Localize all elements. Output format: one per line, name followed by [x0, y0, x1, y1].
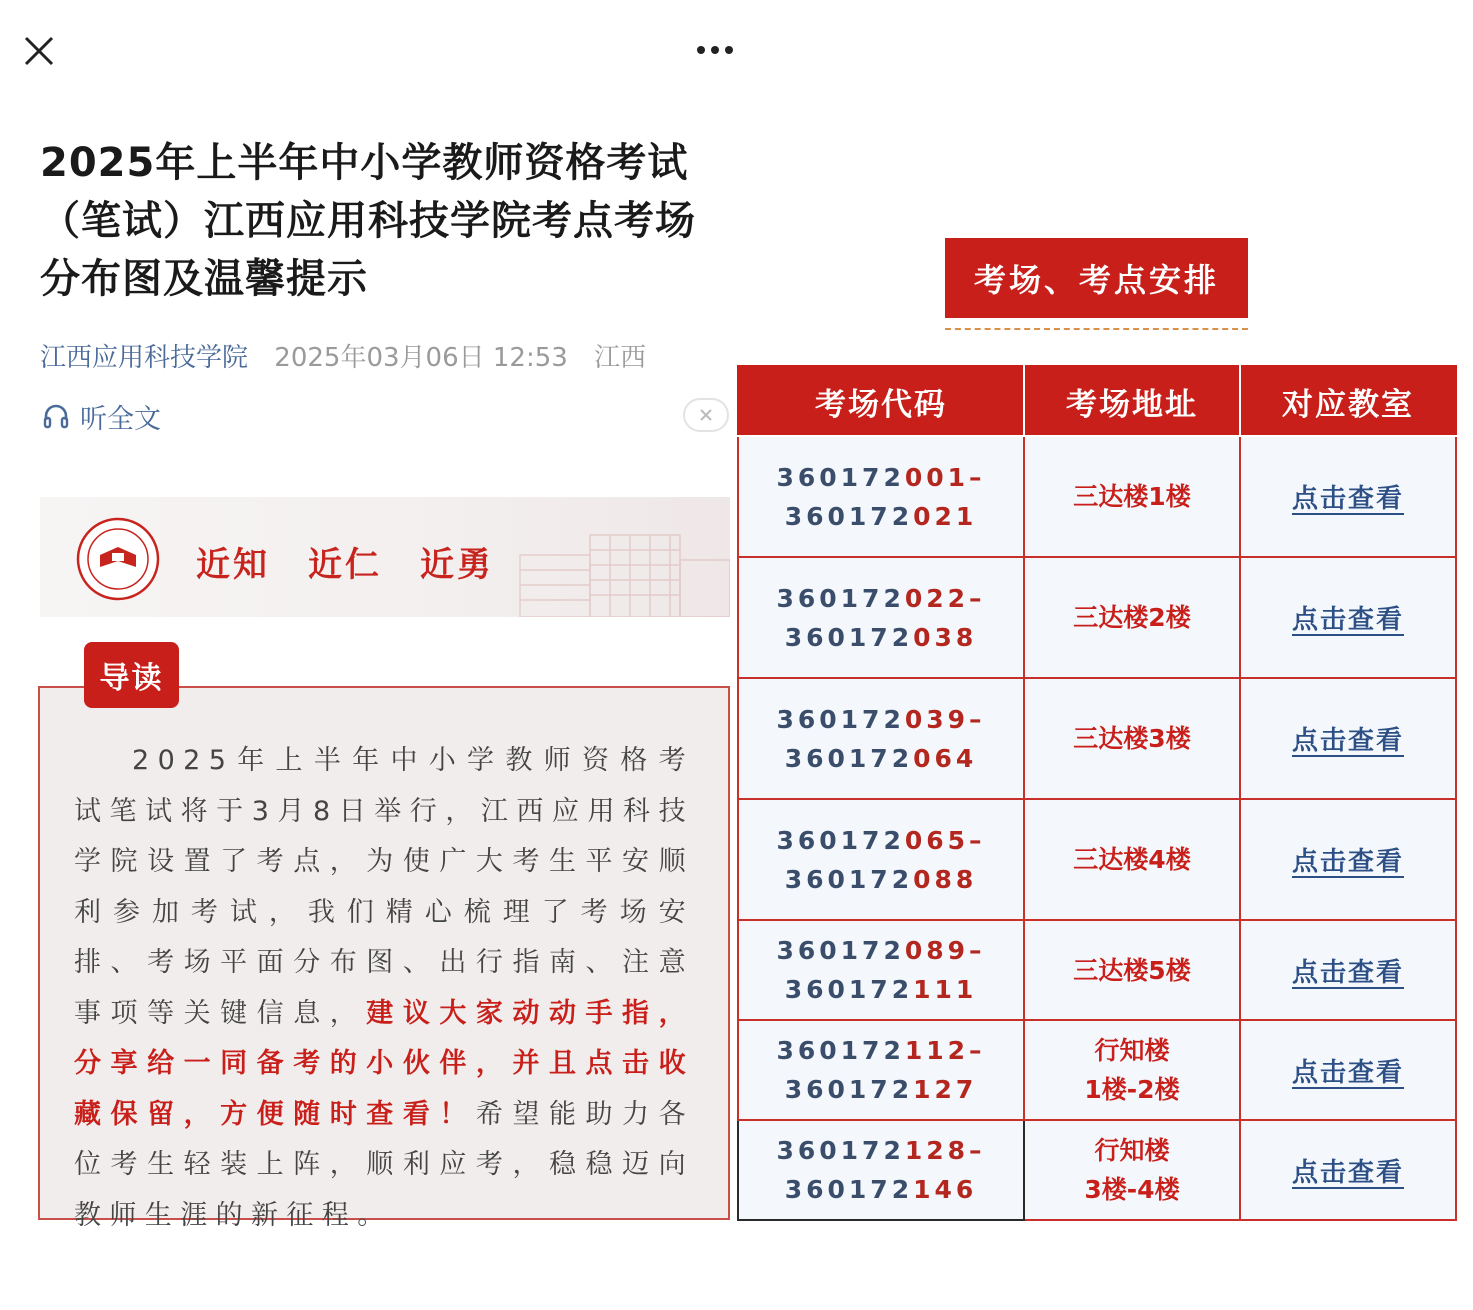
close-small-icon	[698, 407, 714, 423]
classroom-cell	[1240, 1020, 1456, 1120]
code-range	[738, 678, 1024, 799]
table-row	[738, 1020, 1456, 1120]
room-address	[1024, 799, 1240, 920]
code-from: 360172001–	[776, 462, 986, 492]
guide-text-outro: 希望能助力各位考生轻装上阵，顺利应考，稳稳迈向教师生涯的新征程。	[74, 1098, 694, 1231]
code-from: 360172089–	[776, 936, 986, 965]
room-address	[1024, 436, 1240, 557]
motto-item: 近勇	[420, 545, 494, 585]
guide-paragraph	[74, 736, 694, 1241]
table-row	[738, 799, 1456, 920]
listen-full-text-button[interactable]	[42, 396, 161, 436]
view-classroom-link[interactable]: 点击查看	[1291, 1157, 1404, 1188]
view-classroom-link[interactable]: 点击查看	[1291, 847, 1404, 877]
motto-item: 近知	[196, 545, 270, 585]
code-to: 360172021	[784, 501, 978, 531]
code-from: 360172065–	[776, 825, 986, 855]
table-row	[738, 436, 1456, 557]
guide-tag: 导读	[84, 642, 179, 708]
address-line: 三达楼4楼	[1073, 845, 1191, 874]
view-classroom-link[interactable]: 点击查看	[1291, 726, 1404, 756]
header-address: 考场地址	[1024, 366, 1240, 436]
address-line: 行知楼	[1094, 1136, 1170, 1165]
school-logo-emblem	[76, 517, 160, 601]
code-to: 360172146	[784, 1175, 978, 1204]
room-address	[1024, 1120, 1240, 1220]
code-from: 360172128–	[776, 1136, 986, 1165]
code-from: 360172112–	[776, 1036, 986, 1065]
table-row	[738, 1120, 1456, 1220]
code-to: 360172064	[784, 743, 978, 773]
code-range	[738, 557, 1024, 678]
dismiss-listen-button[interactable]	[683, 398, 729, 432]
motto-item: 近仁	[308, 545, 382, 585]
classroom-cell	[1240, 799, 1456, 920]
view-classroom-link[interactable]: 点击查看	[1291, 957, 1404, 988]
address-line: 3楼-4楼	[1084, 1175, 1180, 1204]
classroom-cell	[1240, 1120, 1456, 1220]
classroom-cell	[1240, 436, 1456, 557]
article-meta	[40, 338, 646, 378]
school-motto	[196, 537, 532, 586]
close-button[interactable]	[22, 34, 56, 68]
view-classroom-link[interactable]: 点击查看	[1291, 1057, 1404, 1088]
view-classroom-link[interactable]: 点击查看	[1291, 605, 1404, 635]
headphones-icon	[42, 402, 70, 430]
exam-room-table	[737, 365, 1457, 1221]
source-account-link[interactable]: 江西应用科技学院	[40, 343, 249, 373]
address-line: 行知楼	[1094, 1036, 1170, 1065]
room-address	[1024, 557, 1240, 678]
code-range	[738, 1120, 1024, 1220]
room-address	[1024, 678, 1240, 799]
table-row	[738, 678, 1456, 799]
article-title: 2025年上半年中小学教师资格考试（笔试）江西应用科技学院考点考场分布图及温馨提示	[40, 140, 696, 302]
code-to: 360172127	[784, 1075, 978, 1104]
room-address	[1024, 920, 1240, 1020]
more-dots-icon	[692, 30, 738, 66]
table-header-row	[738, 366, 1456, 436]
classroom-cell	[1240, 557, 1456, 678]
table-row	[738, 920, 1456, 1020]
publish-date: 2025年03月06日 12:53	[274, 343, 568, 373]
address-line: 三达楼2楼	[1073, 603, 1191, 632]
listen-label: 听全文	[80, 403, 161, 435]
close-icon	[22, 34, 56, 68]
section-divider	[945, 328, 1248, 330]
campus-buildings-illustration	[510, 515, 730, 617]
guide-text-highlight: 建议大家动动手指，分享给一同备考的小伙伴，并且点击收藏保留，方便随时查看！	[74, 997, 694, 1130]
table-row	[738, 557, 1456, 678]
code-range	[738, 920, 1024, 1020]
header-classroom: 对应教室	[1240, 366, 1456, 436]
address-line: 三达楼3楼	[1073, 724, 1191, 753]
publish-location: 江西	[594, 343, 647, 373]
room-address	[1024, 1020, 1240, 1120]
address-line: 1楼-2楼	[1084, 1075, 1180, 1104]
school-banner	[40, 497, 730, 617]
code-range	[738, 799, 1024, 920]
code-to: 360172088	[784, 864, 978, 894]
classroom-cell	[1240, 678, 1456, 799]
address-line: 三达楼5楼	[1073, 955, 1191, 985]
header-code: 考场代码	[738, 366, 1024, 436]
code-to: 360172038	[784, 622, 978, 652]
view-classroom-link[interactable]: 点击查看	[1291, 484, 1404, 514]
code-from: 360172039–	[776, 704, 986, 734]
code-range	[738, 1020, 1024, 1120]
code-from: 360172022–	[776, 583, 986, 613]
section-title: 考场、考点安排	[945, 238, 1248, 318]
classroom-cell	[1240, 920, 1456, 1020]
address-line: 三达楼1楼	[1073, 482, 1191, 511]
guide-text-intro: 2025年上半年中小学教师资格考试笔试将于3月8日举行，江西应用科技学院设置了考点，为使广大考生平安顺利参加考试，我们精心梳理了考场安排、考场平面分布图、出行指南、注意事项等关键信息，	[74, 745, 694, 1029]
code-range	[738, 436, 1024, 557]
code-to: 360172111	[784, 975, 978, 1004]
more-options-button[interactable]	[692, 30, 738, 66]
